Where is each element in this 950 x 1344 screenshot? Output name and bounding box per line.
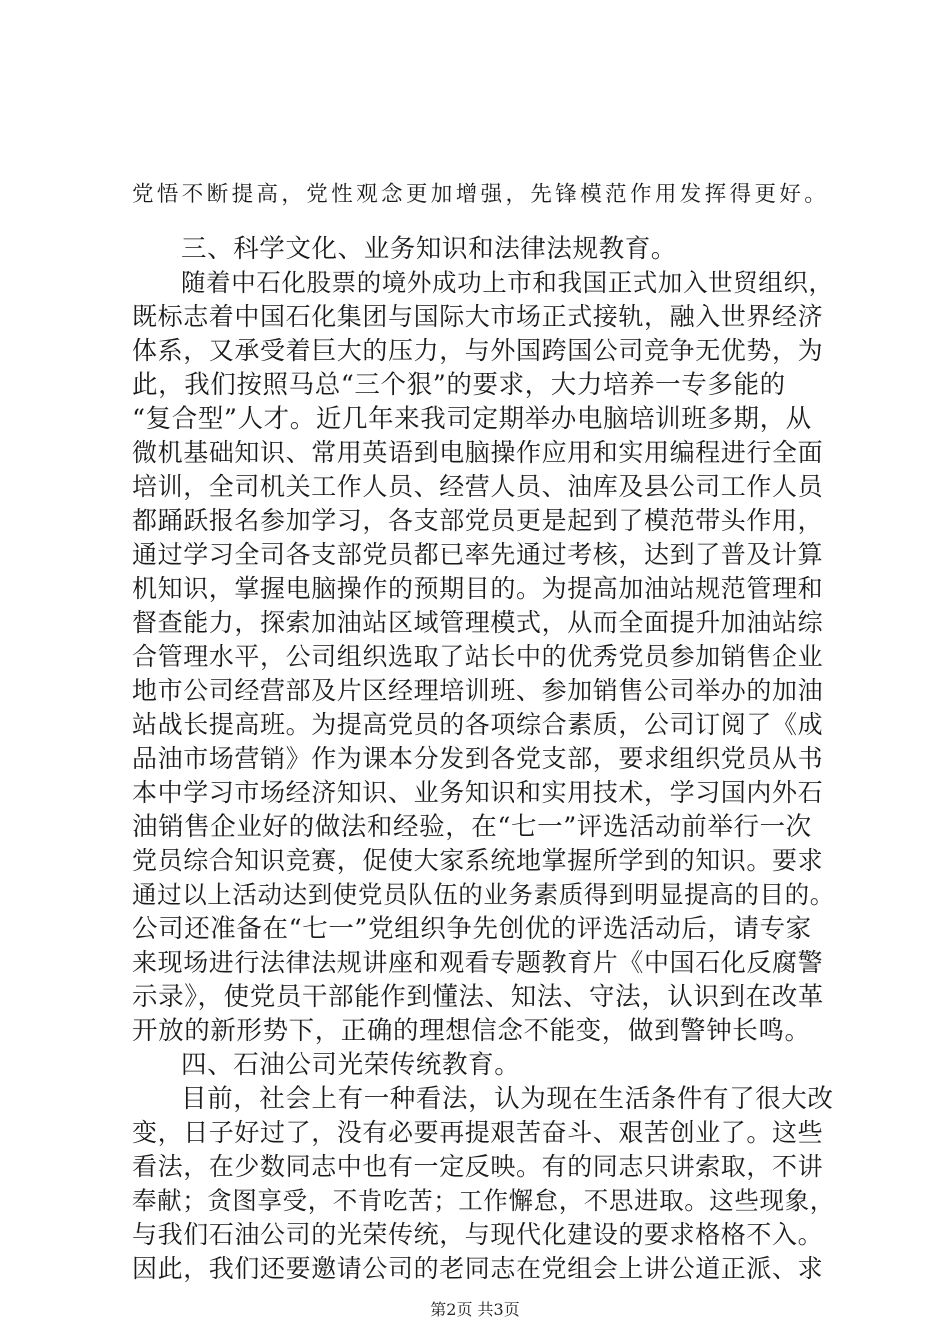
- text-line: 机知识，掌握电脑操作的预期目的。为提高加油站规范管理和: [132, 574, 824, 603]
- text-line: 党悟不断提高，党性观念更加增强，先锋模范作用发挥得更好。: [132, 182, 830, 207]
- text-line: 示录》，使党员干部能作到懂法、知法、守法，认识到在改革: [132, 982, 824, 1012]
- page-number-footer: 第2页 共3页: [430, 1300, 520, 1319]
- text-line: 来现场进行法律法规讲座和观看专题教育片《中国石化反腐警: [132, 948, 824, 977]
- text-line: 都踊跃报名参加学习，各支部党员更是起到了模范带头作用，: [132, 506, 824, 535]
- text-line: 站战长提高班。为提高党员的各项综合素质，公司订阅了《成: [132, 710, 824, 739]
- text-line: 既标志着中国石化集团与国际大市场正式接轨，融入世界经济: [132, 302, 824, 331]
- section-heading-4: 四、石油公司光荣传统教育。: [181, 1050, 521, 1080]
- text-line: 督查能力，探索加油站区域管理模式，从而全面提升加油站综: [132, 608, 824, 637]
- text-line: 看法，在少数同志中也有一定反映。有的同志只讲索取，不讲: [132, 1152, 824, 1181]
- text-line: 公司还准备在“七一”党组织争先创优的评选活动后，请专家: [132, 914, 812, 944]
- text-line: 通过以上活动达到使党员队伍的业务素质得到明显提高的目的。: [132, 880, 835, 909]
- text-line: 体系，又承受着巨大的压力，与外国跨国公司竞争无优势，为: [132, 336, 824, 365]
- text-line: 培训，全司机关工作人员、经营人员、油库及县公司工作人员: [132, 472, 824, 501]
- text-line: 合管理水平，公司组织选取了站长中的优秀党员参加销售企业: [132, 642, 824, 671]
- text-line: 微机基础知识、常用英语到电脑操作应用和实用编程进行全面: [132, 438, 824, 467]
- text-line: 党员综合知识竞赛，促使大家系统地掌握所学到的知识。要求: [132, 846, 824, 875]
- text-line: 与我们石油公司的光荣传统，与现代化建设的要求格格不入。: [132, 1220, 824, 1249]
- text-line: 奉献；贪图享受，不肯吃苦；工作懈怠，不思进取。这些现象，: [132, 1186, 835, 1215]
- text-line: “复合型”人才。近几年来我司定期举办电脑培训班多期，从: [132, 404, 812, 434]
- text-line: 本中学习市场经济知识、业务知识和实用技术，学习国内外石: [132, 778, 824, 807]
- text-line: 随着中石化股票的境外成功上市和我国正式加入世贸组织，: [181, 268, 834, 297]
- section-heading-3: 三、科学文化、业务知识和法律法规教育。: [181, 234, 677, 264]
- text-line: 开放的新形势下，正确的理想信念不能变，做到警钟长鸣。: [132, 1016, 811, 1046]
- text-line: 油销售企业好的做法和经验，在“七一”评选活动前举行一次: [132, 812, 812, 842]
- text-line: 地市公司经营部及片区经理培训班、参加销售公司举办的加油: [132, 676, 824, 705]
- text-line: 品油市场营销》作为课本分发到各党支部，要求组织党员从书: [132, 744, 824, 773]
- text-line: 此，我们按照马总“三个狠”的要求，大力培养一专多能的: [132, 370, 786, 400]
- text-line: 通过学习全司各支部党员都已率先通过考核，达到了普及计算: [132, 540, 824, 569]
- text-line: 因此，我们还要邀请公司的老同志在党组会上讲公道正派、求: [132, 1254, 824, 1283]
- text-line: 变，日子好过了，没有必要再提艰苦奋斗、艰苦创业了。这些: [132, 1118, 824, 1147]
- text-line: 目前，社会上有一种看法，认为现在生活条件有了很大改: [181, 1084, 834, 1114]
